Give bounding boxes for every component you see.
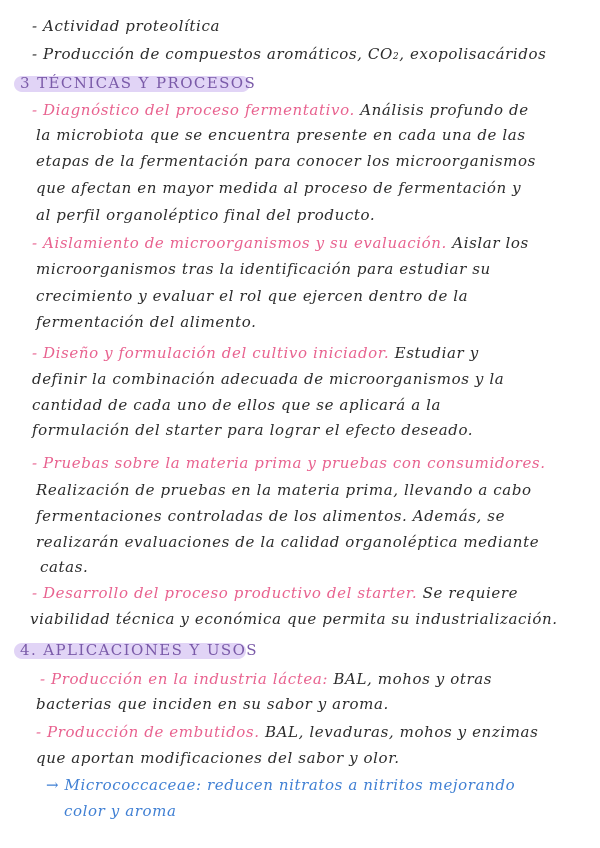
subscript: 2 xyxy=(392,52,400,62)
paragraph-line: bacterias que inciden en su sabor y aroma. xyxy=(36,695,389,713)
block-text: BAL, levaduras, mohos y enzimas xyxy=(264,723,539,741)
paragraph-line xyxy=(32,583,518,603)
paragraph-line xyxy=(40,669,492,689)
paragraph-line: realizarán evaluaciones de la calidad organoléptica mediante xyxy=(36,533,540,551)
paragraph-line: definir la combinación adecuada de microorganismos y la xyxy=(32,370,505,388)
paragraph-line: al perfil organoléptico final del producto. xyxy=(36,206,376,224)
block-title: - Pruebas sobre la materia prima y pruebas con consumidores. xyxy=(32,454,546,472)
section-heading: 4. APLICACIONES Y USOS xyxy=(20,641,258,659)
list-item-text: , exopolisacáridos xyxy=(399,45,547,63)
paragraph-line: la microbiota que se encuentra presente en cada una de las xyxy=(36,126,526,144)
paragraph-line: que afectan en mayor medida al proceso de fermentación y xyxy=(36,179,522,197)
paragraph-line: Realización de pruebas en la materia prima, llevando a cabo xyxy=(36,481,532,499)
paragraph-line: formulación del starter para lograr el efecto deseado. xyxy=(32,421,474,439)
block-text: Se requiere xyxy=(422,584,519,602)
list-item-text: - Producción de compuestos aromáticos, CO xyxy=(32,45,393,63)
block-title: - Diagnóstico del proceso fermentativo. xyxy=(32,101,355,119)
paragraph-line: viabilidad técnica y económica que permita su industrialización. xyxy=(30,610,558,628)
paragraph-line xyxy=(32,233,529,253)
paragraph-line xyxy=(32,453,546,473)
block-text: Estudiar y xyxy=(394,344,479,362)
section-heading: 3 TÉCNICAS Y PROCESOS xyxy=(20,74,257,92)
block-text: Aislar los xyxy=(452,234,529,252)
paragraph-line: que aportan modificaciones del sabor y olor. xyxy=(36,749,400,767)
paragraph-line: crecimiento y evaluar el rol que ejercen dentro de la xyxy=(36,287,469,305)
block-title: - Producción de embutidos. xyxy=(36,723,260,741)
paragraph-line: fermentaciones controladas de los alimentos. Además, se xyxy=(36,507,506,525)
note-text: Micrococcaceae: reducen nitratos a nitritos mejorando xyxy=(64,776,516,794)
paragraph-line: fermentación del alimento. xyxy=(36,313,257,331)
block-title: - Desarrollo del proceso productivo del starter. xyxy=(32,584,418,602)
block-title: - Diseño y formulación del cultivo iniciador. xyxy=(32,344,390,362)
paragraph-line xyxy=(36,722,538,742)
list-item: - Actividad proteolítica xyxy=(32,17,220,35)
paragraph-line xyxy=(32,343,479,363)
list-item xyxy=(32,44,546,67)
block-text: Análisis profundo de xyxy=(360,101,529,119)
arrow-icon: → xyxy=(46,776,60,794)
block-title: - Aislamiento de microorganismos y su evaluación. xyxy=(32,234,447,252)
block-title: - Producción en la industria láctea: xyxy=(40,670,329,688)
paragraph-line: microorganismos tras la identificación para estudiar su xyxy=(36,260,491,278)
paragraph-line: catas. xyxy=(40,558,89,576)
paragraph-line xyxy=(32,100,529,120)
paragraph-line: etapas de la fermentación para conocer los microorganismos xyxy=(36,152,536,170)
block-text: BAL, mohos y otras xyxy=(333,670,493,688)
note-line xyxy=(46,775,515,795)
paragraph-line: cantidad de cada uno de ellos que se aplicará a la xyxy=(32,396,442,414)
note-line: color y aroma xyxy=(64,802,177,820)
